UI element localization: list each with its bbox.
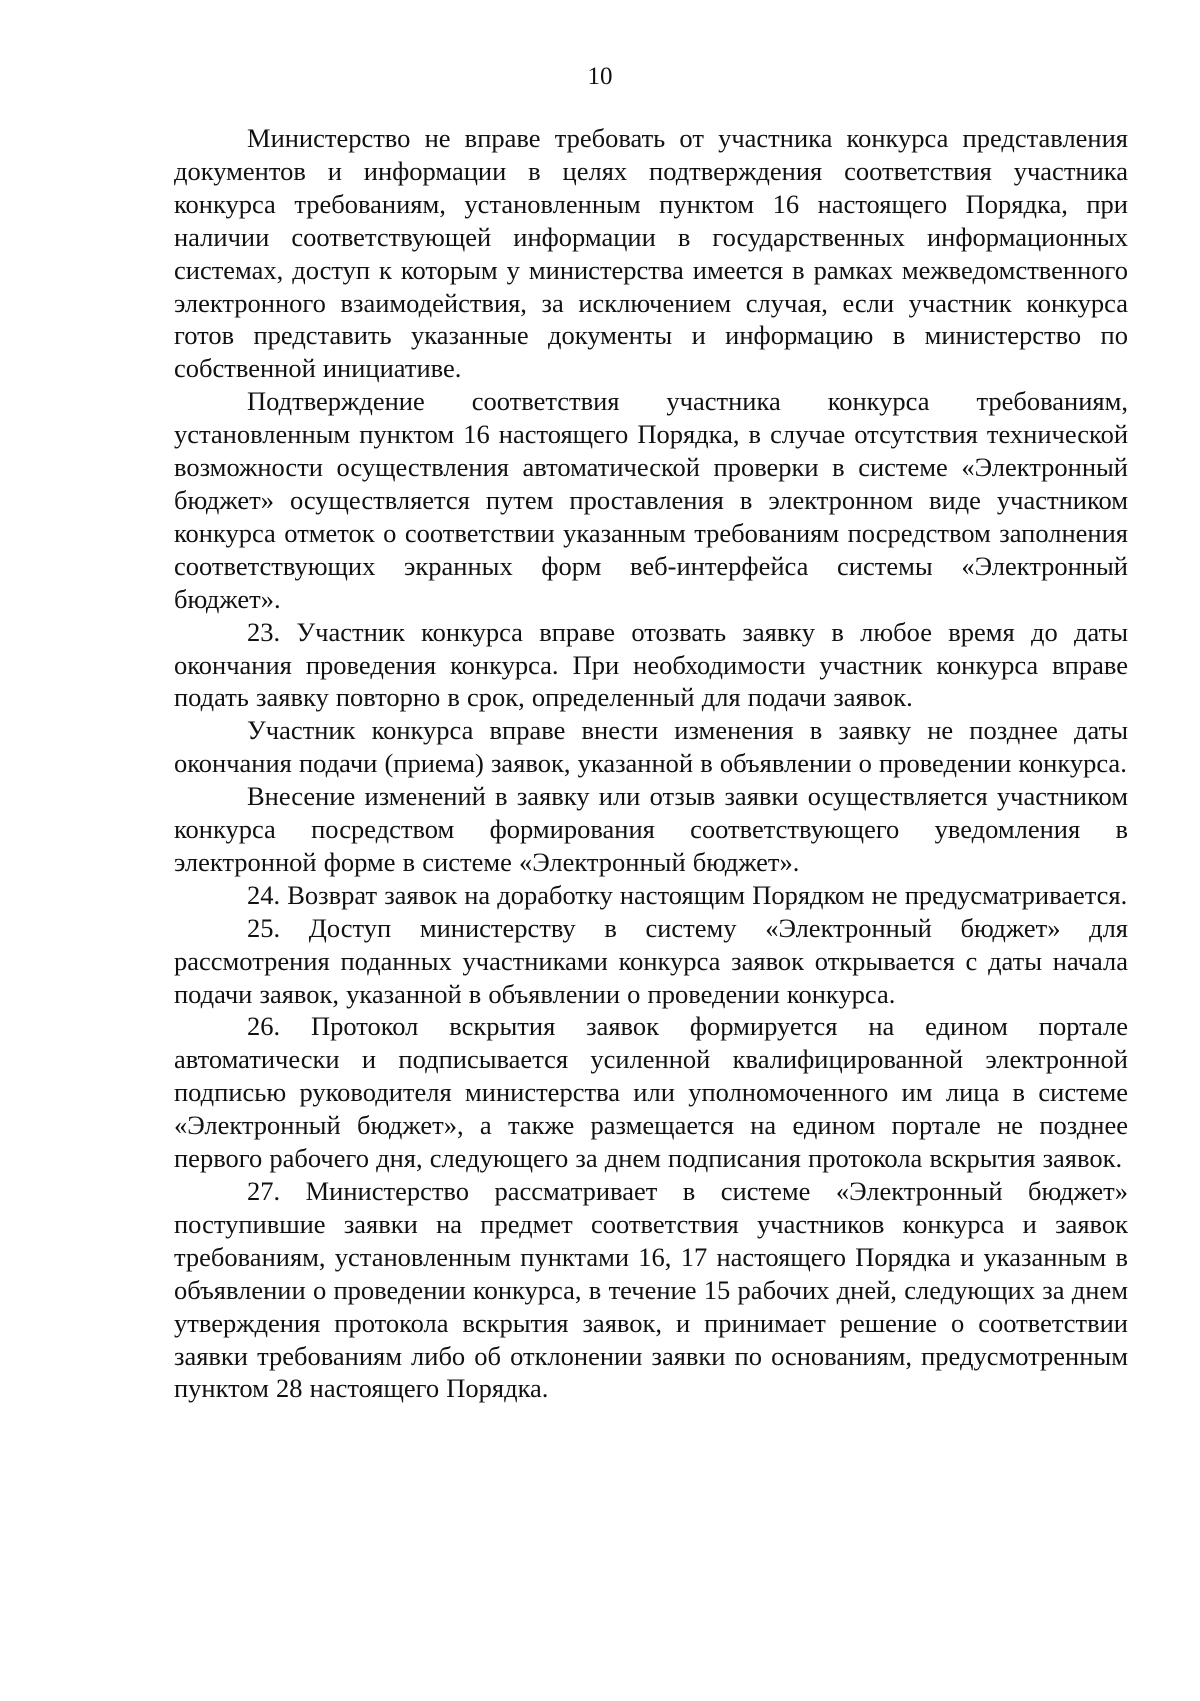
paragraph-item-27: 27. Министерство рассматривает в системе «Электронный бюджет» поступившие заявки на предмет соответствия участников конкурса и заявок требованиям, установленным пунктами 16, 17 настоящего Порядка и указанным в объявлении о проведении конкурса, в течение 15 рабочих дней, следующих за днем утверждения протокола вскрытия заявок, и принимает решение о соответствии заявки требованиям либо об отклонении заявки по основаниям, предусмотренным пунктом 28 настоящего Порядка. bbox=[174, 1176, 1128, 1404]
paragraph-item-23: 23. Участник конкурса вправе отозвать заявку в любое время до даты окончания проведения конкурса. При необходимости участник конкурса вправе подать заявку повторно в срок, определенный для подачи заявок. bbox=[174, 616, 1128, 713]
paragraph-item-25: 25. Доступ министерству в систему «Электронный бюджет» для рассмотрения поданных участниками конкурса заявок открывается с даты начала подачи заявок, указанной в объявлении о проведении конкурса. bbox=[174, 912, 1128, 1009]
paragraph-application-changes: Участник конкурса вправе внести изменения в заявку не позднее даты окончания подачи (приема) заявок, указанной в объявлении о проведении конкурса. bbox=[174, 715, 1128, 779]
document-body bbox=[174, 122, 1128, 1405]
paragraph-documents-not-required: Министерство не вправе требовать от участника конкурса представления документов и информации в целях подтверждения соответствия участника конкурса требованиям, установленным пунктом 16 настоящего Порядка, при наличии соответствующей информации в государственных информационных системах, доступ к которым у министерства имеется в рамках межведомственного электронного взаимодействия, за исключением случая, если участник конкурса готов представить указанные документы и информацию в министерство по собственной инициативе. bbox=[174, 123, 1128, 384]
page-number: 10 bbox=[587, 63, 613, 90]
paragraph-item-24: 24. Возврат заявок на доработку настоящим Порядком не предусматривается. bbox=[247, 879, 1128, 910]
paragraph-item-26: 26. Протокол вскрытия заявок формируется на едином портале автоматически и подписывается усиленной квалифицированной электронной подписью руководителя министерства или уполномоченного им лица в системе «Электронный бюджет», а также размещается на едином портале не позднее первого рабочего дня, следующего за днем подписания протокола вскрытия заявок. bbox=[174, 1011, 1128, 1174]
paragraph-compliance-confirmation: Подтверждение соответствия участника конкурса требованиям, установленным пунктом 16 настоящего Порядка, в случае отсутствия технической возможности осуществления автоматической проверки в системе «Электронный бюджет» осуществляется путем проставления в электронном виде участником конкурса отметок о соответствии указанным требованиям посредством заполнения соответствующих экранных форм веб-интерфейса системы «Электронный бюджет». bbox=[174, 386, 1128, 614]
paragraph-changes-procedure: Внесение изменений в заявку или отзыв заявки осуществляется участником конкурса посредством формирования соответствующего уведомления в электронной форме в системе «Электронный бюджет». bbox=[174, 781, 1128, 877]
